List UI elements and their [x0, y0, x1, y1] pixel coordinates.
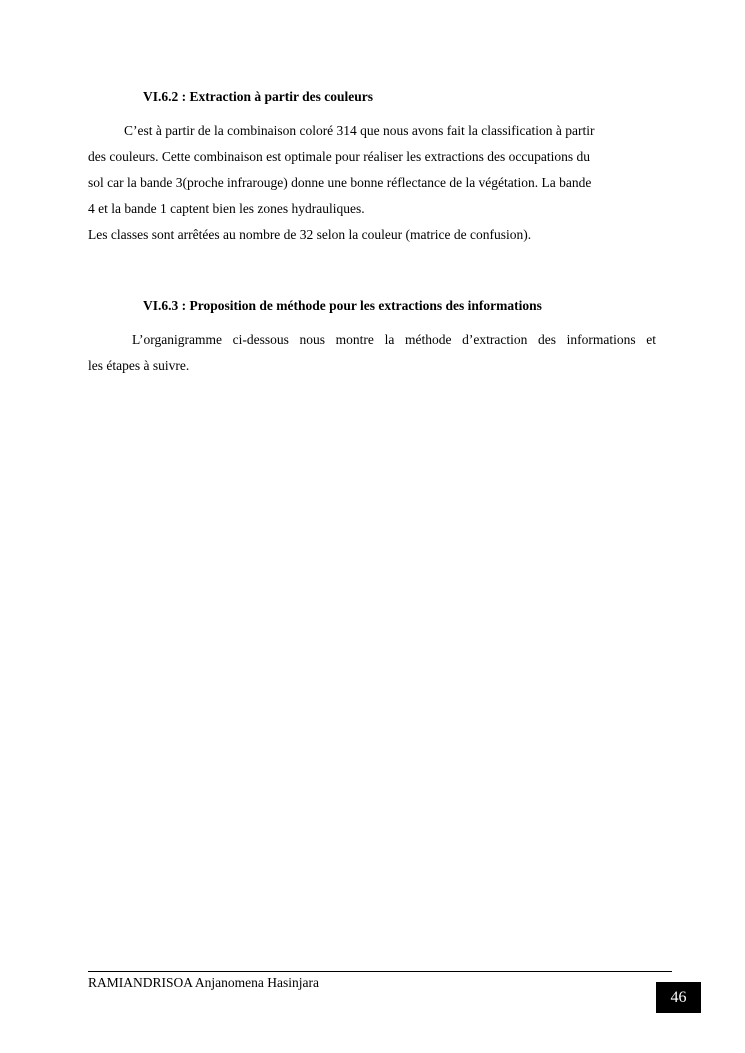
page-number: 46	[656, 982, 701, 1013]
paragraph-line: des couleurs. Cette combinaison est optimale pour réaliser les extractions des occupations du	[88, 149, 590, 164]
paragraph-line: les étapes à suivre.	[88, 358, 190, 373]
footer-author: RAMIANDRISOA Anjanomena Hasinjara	[88, 975, 319, 990]
paragraph-line: 4 et la bande 1 captent bien les zones hydrauliques.	[88, 201, 365, 216]
paragraph-line: L’organigramme ci-dessous nous montre la méthode d’extraction des informations et	[132, 332, 656, 347]
section-heading-extraction-couleurs: VI.6.2 : Extraction à partir des couleurs	[143, 89, 373, 104]
footer-divider	[88, 971, 672, 972]
paragraph-line: sol car la bande 3(proche infrarouge) donne une bonne réflectance de la végétation. La bande	[88, 175, 592, 190]
paragraph-line: C’est à partir de la combinaison coloré 314 que nous avons fait la classification à partir	[124, 123, 595, 138]
paragraph-line: Les classes sont arrêtées au nombre de 32 selon la couleur (matrice de confusion).	[88, 227, 532, 242]
section-heading-proposition-methode: VI.6.3 : Proposition de méthode pour les extractions des informations	[143, 298, 542, 313]
